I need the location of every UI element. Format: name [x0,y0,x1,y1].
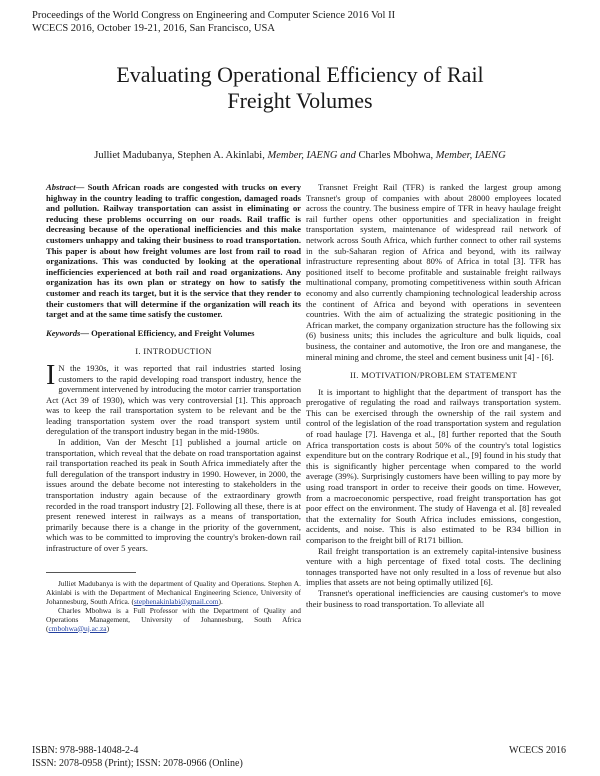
motivation-paragraph-2: Rail freight transportation is an extremely capital-intensive business venture with a high percentage of fixed total costs. The declining tonnages transported have not only resulted in a loss of revenue but also implies that assets are not being optimally utilized [6]. [306,545,561,588]
footnote-2-text: Charles Mbohwa is a Full Professor with the Department of Quality and Operations Management, University of Johannesburg, South Africa ( [46,605,301,633]
keywords [46,328,301,339]
author-role-1: Member, IAENG and [267,150,356,161]
intro-paragraph-2: In addition, Van der Mescht [1] published a journal article on transportation, which reveal that the debate on road transportation against rail transportation reached its peak in South Africa immediately after the full deregulation of the transport industry in 1990. However, in 2000, the issues around the debate become not interesting to stakeholders in the transportation industry again because of the extraordinary growth recorded in the road transport industry [2]. Following all these, there is at present renewed interest in railways as a means of transportation, primarily because there is a change in the priority of the government, which was to be committed to improving the country's broken-down rail infrastructure of over 5 years. [46,437,301,553]
motivation-paragraph-3: Transnet's operational inefficiencies are causing customer's to move their business to road transportation. To alleviate all [306,587,561,609]
paper-title [0,62,600,114]
footnote-1 [46,579,301,606]
drop-cap: I [46,359,56,391]
left-column [46,182,301,633]
footer-conference: WCECS 2016 [509,745,566,756]
right-column [306,182,561,609]
author-line [0,150,600,161]
section-heading-motivation: II. MOTIVATION/PROBLEM STATEMENT [349,370,518,381]
author-role-2: Member, IAENG [435,150,506,161]
footnote-2-end: ) [106,623,110,633]
tfr-paragraph: Transnet Freight Rail (TFR) is ranked the largest group among Transnet's group of companies with about 28000 employees located across the country. The business empire of TFR in heavy haulage freight rail further opens other opportunities and specialization in freight transportation system, maintenance of widespread rail network of network across South Africa, which further connect to other rail systems in the sub-Saharan region of Africa and beyond, with its railway infrastructure representing about 80% of Africa in total [3]. TFR has positioned itself to become profitable and sustainable freight railways multinational company, promoting competitiveness within south African economy and also currently championing technological leadership across the continent of Africa and beyond with operations in seventeen countries. With the aim of actualizing the strategic positioning in the African market, the company organization structure has the following six (6) business units; this includes the agriculture and bulk liquids, coal business, the container and automotive, the Iron ore and manganese, the mineral mining and chrome, the steel and cement business unit [4] - [6]. [306,182,561,362]
footer-isbn: ISBN: 978-988-14048-2-4 [32,745,139,756]
authors-names-1: Julliet Madubanya, Stephen A. Akinlabi, [94,150,268,161]
abstract-label: Abstract [46,182,76,192]
section-heading-introduction: I. INTRODUCTION [135,346,212,357]
header-line-1: Proceedings of the World Congress on Engineering and Computer Science 2016 Vol II [32,10,396,21]
footer-issn: ISSN: 2078-0958 (Print); ISSN: 2078-0966 (Online) [32,757,243,769]
authors-names-2: Charles Mbohwa, [355,150,436,161]
title-line-2: Freight Volumes [227,88,373,113]
intro-paragraph-1 [46,359,301,437]
footnote-1-end: ). [218,596,223,606]
keywords-text: — Operational Efficiency, and Freight Volumes [80,327,255,338]
footnote-1-text: Julliet Madubanya is with the department of Quality and Operations. Stephen A. Akinlabi is with the Department of Mechanical Engineering Science, University of Johannesburg, South Africa. ( [46,578,301,606]
motivation-paragraph-1: It is important to highlight that the department of transport has the prerogative of regulating the road and railways transportation system. This can be exercised through the ownership of the rail system and control of the legislation of the road transportation system and regulation of road haulage [7]. Havenga et al., [8] further reported that the South Africa transportation costs is about 50% of the country's total logistics expenditure but on the contrary Rodrique et al., [9] found in his study that this is significantly higher percentage when compared to the world average (39%). Surprisingly customers have been willing to pay more by using road transport in order to receive their goods on time. However, from a macroeconomic perspective, road freight transportation has got poor effect on the environment. The study of Havenga et al. [8] revealed that the externality for South Africa includes emissions, congestion, accidents, and noise. This is also estimated to be R34 billion in comparison to the freight bill of R171 billion. [306,386,561,545]
footnote-divider [46,572,136,573]
abstract-text: — South African roads are congested with trucks on every highway in the country leading to traffic congestion, damaged roads and pollution. Railway transportation can assist in eliminating or reducing these problems occurring on our roads. Rail traffic is decreasing because of the operational inefficiencies and this make customers unhappy and taking their business to road transportation. This paper is about how freight volumes are lost from rail to road organizations. This was conducted by looking at the operational inefficiencies experienced at both rail and road organizations. Any organization has its own plan or strategy on how to satisfy the customer and reach its target, but it is the service that they render to their customers that will determine if the organization will reach its target and at the same time satisfy the customer. [46,182,301,320]
intro-paragraph-1-text: N the 1930s, it was reported that rail industries started losing customers to the rapid developing road transport industry, hence the government intervened by introducing the motor carrier transportation Act (Act 39 of 1930), which was very controversial [1]. This approach was to keep the rail transportation system to be relevant and be the leading transportation system over the road transport system until deregulation of the transport industry began in the mid-1980s. [46,362,301,437]
footnote-2 [46,606,301,633]
footnote-1-email-link[interactable]: stephenakinlabi@gmail.com [133,596,219,606]
footer-isbn-block [32,745,243,770]
keywords-label: Keywords [46,327,81,338]
header-line-2: WCECS 2016, October 19-21, 2016, San Francisco, USA [32,23,275,34]
running-header [32,9,395,35]
abstract [46,182,301,320]
title-line-1: Evaluating Operational Efficiency of Rail [116,62,484,87]
footnote-2-email-link[interactable]: cmbohwa@uj.ac.za [48,623,107,633]
